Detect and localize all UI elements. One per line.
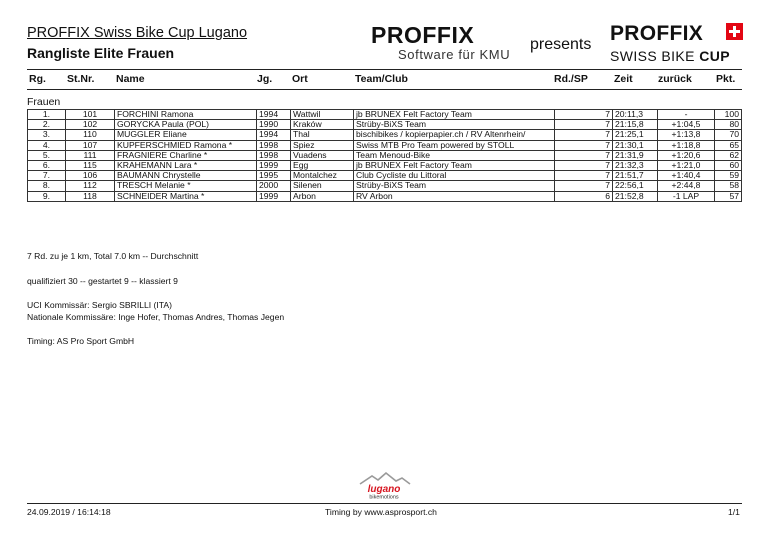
footer-timing-link[interactable]: Timing by www.asprosport.ch [325, 507, 437, 517]
cell-place: Wattwil [291, 110, 354, 120]
cell-year: 1994 [257, 130, 291, 140]
col-header-startnr: St.Nr. [67, 73, 95, 85]
table-row [28, 171, 742, 181]
table-row [28, 110, 742, 120]
cell-startnr: 106 [66, 171, 115, 181]
ranking-title: Rangliste Elite Frauen [27, 45, 175, 61]
cell-time: 21:30,1 [613, 140, 658, 150]
cell-time: 21:25,1 [613, 130, 658, 140]
cell-place: Egg [291, 161, 354, 171]
cell-place: Spiez [291, 140, 354, 150]
cell-startnr: 102 [66, 120, 115, 130]
cell-time: 21:51,7 [613, 171, 658, 181]
cell-laps: 7 [555, 171, 613, 181]
col-header-team: Team/Club [355, 73, 408, 85]
cell-rank: 5. [28, 150, 66, 160]
cell-team: jb BRUNEX Felt Factory Team [354, 161, 555, 171]
cell-gap: +1:20,6 [658, 150, 715, 160]
cell-gap: +1:21,0 [658, 161, 715, 171]
cell-year: 1998 [257, 140, 291, 150]
cell-laps: 6 [555, 191, 613, 201]
cell-team: Club Cycliste du Littoral [354, 171, 555, 181]
cell-startnr: 115 [66, 161, 115, 171]
cell-team: Swiss MTB Pro Team powered by STOLL [354, 140, 555, 150]
cell-name: FORCHINI Ramona [115, 110, 257, 120]
cell-rank: 9. [28, 191, 66, 201]
lugano-logo-text: lugano [367, 484, 401, 495]
cell-team: Team Menoud-Bike [354, 150, 555, 160]
col-header-year: Jg. [257, 73, 273, 85]
swiss-bike-cup-logo-wordmark: PROFFIX [610, 22, 704, 45]
cell-laps: 7 [555, 140, 613, 150]
presents-text: presents [530, 36, 592, 53]
cell-year: 1995 [257, 171, 291, 181]
table-row [28, 191, 742, 201]
table-row [28, 161, 742, 171]
cell-rank: 6. [28, 161, 66, 171]
cell-time: 21:31,9 [613, 150, 658, 160]
cell-startnr: 118 [66, 191, 115, 201]
cell-place: Thal [291, 130, 354, 140]
cell-place: Silenen [291, 181, 354, 191]
cell-laps: 7 [555, 161, 613, 171]
cell-points: 58 [715, 181, 742, 191]
cell-year: 1999 [257, 161, 291, 171]
proffix-logo-wordmark: PROFFIX [371, 22, 475, 48]
cell-team: Strüby-BiXS Team [354, 181, 555, 191]
cell-name: KRAHEMANN Lara * [115, 161, 257, 171]
uci-commissaire: UCI Kommissär: Sergio SBRILLI (ITA) [27, 300, 173, 310]
cell-rank: 7. [28, 171, 66, 181]
cell-gap: +1:18,8 [658, 140, 715, 150]
cell-points: 59 [715, 171, 742, 181]
col-header-name: Name [116, 73, 145, 85]
cell-team: bischibikes / kopierpapier.ch / RV Altenrhein/ [354, 130, 555, 140]
cell-startnr: 107 [66, 140, 115, 150]
cell-startnr: 110 [66, 130, 115, 140]
header-top-rule [27, 69, 742, 70]
cell-name: SCHNEIDER Martina * [115, 191, 257, 201]
col-header-points: Pkt. [716, 73, 736, 85]
swiss-bike-cup-logo-tagline-a: SWISS BIKE [610, 48, 695, 64]
cell-points: 100 [715, 110, 742, 120]
distance-note: 7 Rd. zu je 1 km, Total 7.0 km -- Durchschnitt [27, 251, 199, 261]
cell-rank: 4. [28, 140, 66, 150]
header-bottom-rule [27, 89, 742, 90]
footer-page-number: 1/1 [728, 507, 740, 517]
cell-time: 21:32,3 [613, 161, 658, 171]
cell-startnr: 112 [66, 181, 115, 191]
cell-year: 1999 [257, 191, 291, 201]
cell-laps: 7 [555, 120, 613, 130]
results-body [28, 110, 742, 202]
col-header-place: Ort [292, 73, 308, 85]
timing-note: Timing: AS Pro Sport GmbH [27, 336, 135, 346]
col-header-time: Zeit [614, 73, 633, 85]
col-header-laps: Rd./SP [554, 73, 588, 85]
cell-laps: 7 [555, 130, 613, 140]
cell-rank: 2. [28, 120, 66, 130]
cell-year: 1998 [257, 150, 291, 160]
cell-rank: 1. [28, 110, 66, 120]
cell-name: FRAGNIERE Charline * [115, 150, 257, 160]
swiss-flag-icon [726, 23, 743, 40]
cell-points: 57 [715, 191, 742, 201]
cell-rank: 8. [28, 181, 66, 191]
cell-place: Kraków [291, 120, 354, 130]
cell-startnr: 101 [66, 110, 115, 120]
cell-laps: 7 [555, 181, 613, 191]
participant-stats: qualifiziert 30 -- gestartet 9 -- klassiert 9 [27, 276, 178, 286]
cell-points: 70 [715, 130, 742, 140]
cell-time: 21:52,8 [613, 191, 658, 201]
cell-startnr: 111 [66, 150, 115, 160]
cell-team: jb BRUNEX Felt Factory Team [354, 110, 555, 120]
cell-points: 65 [715, 140, 742, 150]
cell-team: RV Arbon [354, 191, 555, 201]
table-row [28, 130, 742, 140]
col-header-rank: Rg. [29, 73, 46, 85]
cell-team: Strüby-BiXS Team [354, 120, 555, 130]
cell-gap: +1:13,8 [658, 130, 715, 140]
mountain-icon [360, 473, 410, 484]
cell-place: Arbon [291, 191, 354, 201]
table-row [28, 181, 742, 191]
cell-place: Vuadens [291, 150, 354, 160]
cell-gap: +1:04,5 [658, 120, 715, 130]
swiss-bike-cup-logo-tagline-b: CUP [699, 48, 730, 64]
cell-name: TRESCH Melanie * [115, 181, 257, 191]
proffix-logo-tagline: Software für KMU [398, 47, 511, 62]
cell-points: 60 [715, 161, 742, 171]
cell-laps: 7 [555, 150, 613, 160]
cell-rank: 3. [28, 130, 66, 140]
results-table [27, 109, 742, 202]
cell-name: MUGGLER Eliane [115, 130, 257, 140]
cell-year: 2000 [257, 181, 291, 191]
cell-name: GORYCKA Paula (POL) [115, 120, 257, 130]
footer-rule [27, 503, 742, 504]
cell-place: Montalchez [291, 171, 354, 181]
cell-points: 62 [715, 150, 742, 160]
cell-year: 1990 [257, 120, 291, 130]
footer-datetime: 24.09.2019 / 16:14:18 [27, 507, 111, 517]
event-title: PROFFIX Swiss Bike Cup Lugano [27, 25, 248, 41]
lugano-bikemotions-logo [354, 470, 414, 500]
cell-gap: - [658, 110, 715, 120]
cell-name: KUPFERSCHMIED Ramona * [115, 140, 257, 150]
category-label: Frauen [27, 96, 61, 108]
swiss-bike-cup-logo-tagline [610, 48, 730, 64]
cell-laps: 7 [555, 110, 613, 120]
cell-year: 1994 [257, 110, 291, 120]
cell-gap: -1 LAP [658, 191, 715, 201]
col-header-gap: zurück [658, 73, 692, 85]
table-row [28, 140, 742, 150]
lugano-logo-subtext: bikemotions [369, 494, 399, 500]
cell-time: 20:11,3 [613, 110, 658, 120]
cell-gap: +1:40,4 [658, 171, 715, 181]
cell-time: 21:15,8 [613, 120, 658, 130]
cell-name: BAUMANN Chrystelle [115, 171, 257, 181]
cell-time: 22:56,1 [613, 181, 658, 191]
table-row [28, 120, 742, 130]
cell-points: 80 [715, 120, 742, 130]
table-row [28, 150, 742, 160]
cell-gap: +2:44,8 [658, 181, 715, 191]
national-commissaires: Nationale Kommissäre: Inge Hofer, Thomas Andres, Thomas Jegen [27, 312, 285, 322]
